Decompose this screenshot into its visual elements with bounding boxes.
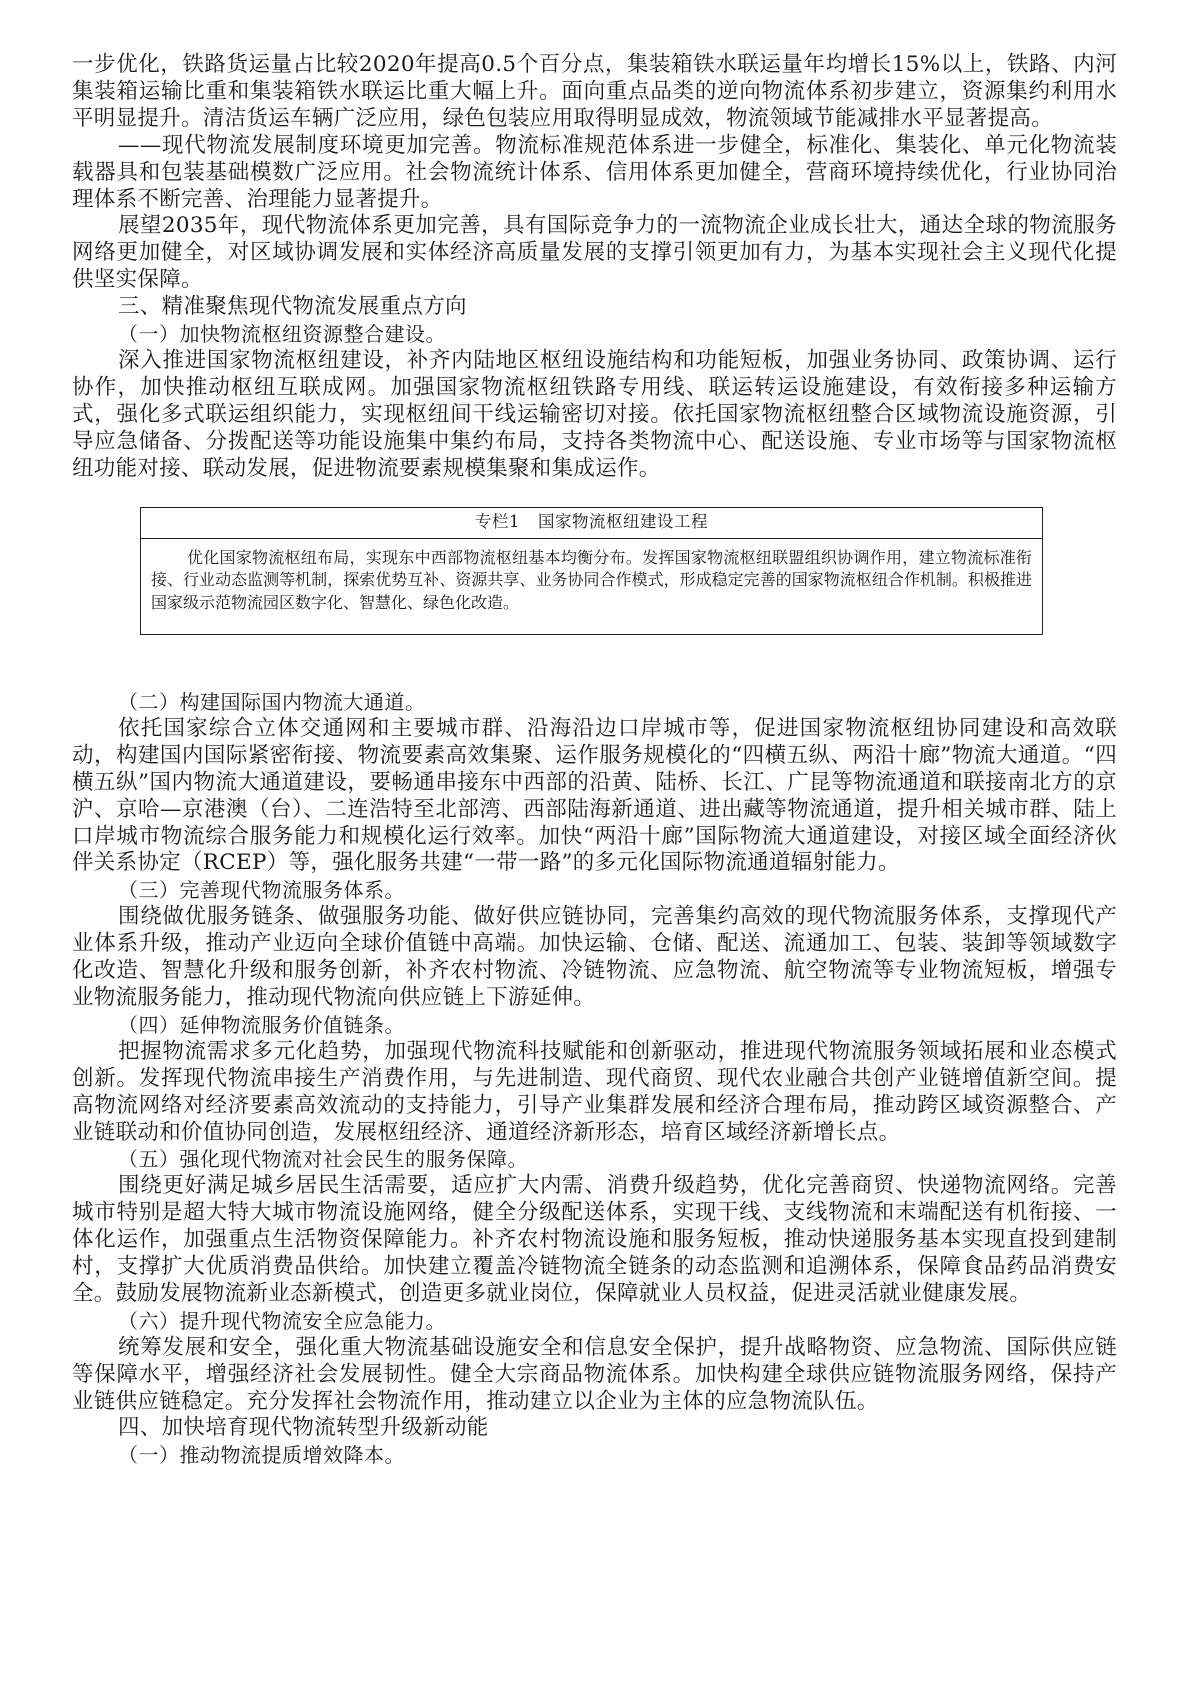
subheading-3-4: （四）延伸物流服务价值链条。: [118, 1012, 405, 1037]
paragraph-continued: 一步优化，铁路货运量占比较2020年提高0.5个百分点，集装箱铁水联运量年均增长15%以上，铁路、内河集装箱运输比重和集装箱铁水联运比重大幅上升。面向重点品类的逆向物流体系初步建立，资源集约利用水平明显提升。清洁货运车辆广泛应用，绿色包装应用取得明显成效，物流领域节能减排水平显著提高。: [72, 52, 1117, 131]
subheading-3-5: （五）强化现代物流对社会民生的服务保障。: [118, 1147, 528, 1172]
paragraph-institution: ——现代物流发展制度环境更加完善。物流标准规范体系进一步健全，标准化、集装化、单元化物流装载器具和包装基础模数广泛应用。社会物流统计体系、信用体系更加健全，营商环境持续优化，行业协同治理体系不断完善、治理能力显著提升。: [72, 132, 1117, 212]
paragraph-outlook-2035: 展望2035年，现代物流体系更加完善，具有国际竞争力的一流物流企业成长壮大，通达全球的物流服务网络更加健全，对区域协调发展和实体经济高质量发展的支撑引领更加有力，为基本实现社会主义现代化提供坚实保障。: [72, 213, 1117, 293]
box-title: [141, 508, 1042, 539]
section-heading-3: 三、精准聚焦现代物流发展重点方向: [118, 294, 467, 320]
paragraph-value-chain: 把握物流需求多元化趋势，加强现代物流科技赋能和创新驱动，推进现代物流服务领域拓展和业态模式创新。发挥现代物流串接生产消费作用，与先进制造、现代商贸、现代农业融合共创产业链增值新空间。提高物流网络对经济要素高效流动的支持能力，引导产业集群发展和经济合理布局，推动跨区域资源整合、产业链联动和价值协同创造，发展枢纽经济、通道经济新形态，培育区域经济新增长点。: [72, 1038, 1117, 1145]
box-body: 优化国家物流枢纽布局，实现东中西部物流枢纽基本均衡分布。发挥国家物流枢纽联盟组织协调作用，建立物流标准衔接、行业动态监测等机制，探索优势互补、资源共享、业务协同合作模式，形成稳定完善的国家物流枢纽合作机制。积极推进国家级示范物流园区数字化、智慧化、绿色化改造。: [151, 547, 1032, 612]
sidebar-box-column-1: [140, 507, 1043, 636]
subheading-4-1: （一）推动物流提质增效降本。: [118, 1443, 405, 1468]
section-heading-4: 四、加快培育现代物流转型升级新动能: [118, 1415, 489, 1441]
box-label: 专栏1: [475, 511, 520, 531]
box-title-text: 国家物流枢纽建设工程: [538, 511, 708, 531]
paragraph-security: 统筹发展和安全，强化重大物流基础设施安全和信息安全保护，提升战略物资、应急物流、国际供应链等保障水平，增强经济社会发展韧性。健全大宗商品物流体系。加快构建全球供应链物流服务网络，保持产业链供应链稳定。充分发挥社会物流作用，推动建立以企业为主体的应急物流队伍。: [72, 1334, 1117, 1414]
subheading-3-2: （二）构建国际国内物流大通道。: [118, 690, 426, 714]
subheading-3-3: （三）完善现代物流服务体系。: [118, 878, 405, 903]
subheading-3-6: （六）提升现代物流安全应急能力。: [118, 1308, 446, 1333]
paragraph-service-system: 围绕做优服务链条、做强服务功能、做好供应链协同，完善集约高效的现代物流服务体系，支撑现代产业体系升级，推动产业迈向全球价值链中高端。加快运输、仓储、配送、流通加工、包装、装卸等领域数字化改造、智慧化升级和服务创新，补齐农村物流、冷链物流、应急物流、航空物流等专业物流短板，增强专业物流服务能力，推动现代物流向供应链上下游延伸。: [72, 904, 1117, 1010]
paragraph-hub-integration: 深入推进国家物流枢纽建设，补齐内陆地区枢纽设施结构和功能短板，加强业务协同、政策协调、运行协作，加快推动枢纽互联成网。加强国家物流枢纽铁路专用线、联运转运设施建设，有效衔接多种运输方式，强化多式联运组织能力，实现枢纽间干线运输密切对接。依托国家物流枢纽整合区域物流设施资源，引导应急储备、分拨配送等功能设施集中集约布局，支持各类物流中心、配送设施、专业市场等与国家物流枢纽功能对接、联动发展，促进物流要素规模集聚和集成运作。: [72, 347, 1117, 481]
paragraph-corridors: 依托国家综合立体交通网和主要城市群、沿海沿边口岸城市等，促进国家物流枢纽协同建设和高效联动，构建国内国际紧密衔接、物流要素高效集聚、运作服务规模化的“四横五纵、两沿十廊”物流大通道。“四横五纵”国内物流大通道建设，要畅通串接东中西部的沿黄、陆桥、长江、广昆等物流通道和联接南北方的京沪、京哈—京港澳（台）、二连浩特至北部湾、西部陆海新通道、进出藏等物流通道，提升相关城市群、陆上口岸城市物流综合服务能力和规模化运行效率。加快“两沿十廊”国际物流大通道建设，对接区域全面经济伙伴关系协定（RCEP）等，强化服务共建“一带一路”的多元化国际物流通道辐射能力。: [72, 715, 1117, 876]
subheading-3-1: （一）加快物流枢纽资源整合建设。: [118, 322, 446, 347]
paragraph-livelihood: 围绕更好满足城乡居民生活需要，适应扩大内需、消费升级趋势，优化完善商贸、快递物流网络。完善城市特别是超大特大城市物流设施网络，健全分级配送体系，实现干线、支线物流和末端配送有机衔接、一体化运作，加强重点生活物资保障能力。补齐农村物流设施和服务短板，推动快递服务基本实现直投到建制村，支撑扩大优质消费品供给。加快建立覆盖冷链物流全链条的动态监测和追溯体系，保障食品药品消费安全。鼓励发展物流新业态新模式，创造更多就业岗位，保障就业人员权益，促进灵活就业健康发展。: [72, 1173, 1117, 1306]
